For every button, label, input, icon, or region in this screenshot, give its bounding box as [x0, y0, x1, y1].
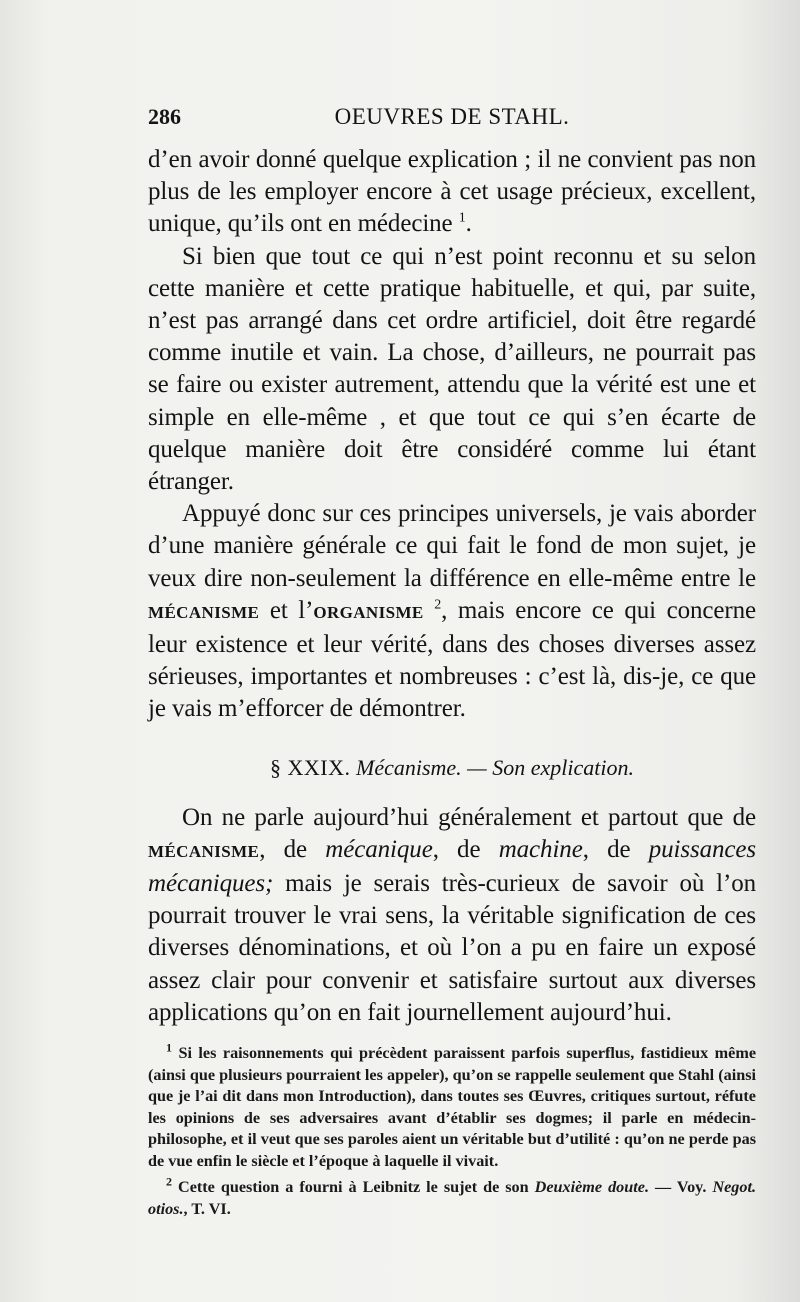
paragraph-text: d’en avoir donné quelque explication ; il ne convient pas non plus de les employer encore à cet usage précieux, excellent, unique, qu’ils ont en médecine	[148, 146, 756, 238]
footnote-text: — Voy.	[655, 1178, 707, 1197]
footnote-text: Cette question a fourni à Leibnitz le sujet de son	[178, 1178, 529, 1197]
paragraph-text: , mais encore ce qui concerne leur existence et leur vérité, dans des choses diverses assez sérieuses, importantes et nombreuses : c’est là, dis-je, ce que je vais m’efforcer de démontrer.	[148, 596, 756, 723]
footnote-2	[148, 1174, 757, 1220]
paragraph-text: , de	[432, 835, 481, 863]
footnotes	[148, 1040, 757, 1220]
paragraph-text: .	[465, 210, 472, 238]
paragraph-text: , de	[259, 835, 308, 863]
paragraph-text: On ne parle aujourd’hui généralement et partout que de	[182, 803, 756, 831]
paragraph-text: Appuyé donc sur ces principes universels, je vais aborder d’une manière générale ce qui fait le fond de mon sujet, je veux dire non-seulement la différence en elle-même entre le	[148, 500, 756, 592]
footnote-italic-reference: Negot. otios.	[148, 1178, 757, 1218]
footnote-text: Si les raisonnements qui précèdent paraissent parfois superflus, fastidieux même (ainsi que plusieurs pourraient les appeler), qu’on se rappelle seulement que Stahl (ainsi que je l’ai dit dans mon Introduction), dans toutes ses Œuvres, critiques surtout, réfute les opinions de ses adversaires avant d’établir ses dogmes; il parle en médecin-philosophe, et il veut que ses paroles aient un véritable but d’utilité : qu’on ne perde pas de vue enfin le siècle et l’époque à laquelle il vivait.	[148, 1044, 757, 1170]
small-caps-term: ORGANISME	[313, 602, 424, 622]
paragraph-appuye	[148, 498, 756, 725]
section-heading	[148, 754, 756, 782]
paragraph-on-ne-parle	[148, 802, 756, 1029]
section-number: § XXIX.	[270, 754, 351, 780]
paragraph-text: et l’	[269, 596, 314, 624]
page-number: 286	[148, 104, 181, 129]
footnote-reference[interactable]: 1	[458, 211, 466, 227]
footnote-number: 2	[166, 1174, 172, 1189]
paragraph-text: mais je serais très-curieux de savoir où l’on pourrait trouver le vrai sens, la véritable signification de ces diverses dénominations, et où l’on a pu en faire un exposé assez clair pour convenir et satisfaire surtout aux diverses applications qu’on en fait journellement aujourd’hui.	[148, 870, 757, 1026]
section-title: Mécanisme. — Son explication.	[356, 754, 634, 780]
paragraph-continuation	[148, 144, 756, 241]
footnote-reference[interactable]: 2	[434, 597, 442, 613]
small-caps-term: MÉCANISME	[148, 602, 260, 622]
text-block	[148, 100, 756, 1220]
small-caps-term: MÉCANISME	[148, 841, 260, 861]
italic-term: puissances mécaniques;	[148, 835, 757, 898]
footnote-italic-title: Deuxième doute.	[534, 1178, 649, 1197]
running-title: OEUVRES DE STAHL.	[334, 104, 570, 129]
italic-term: mécanique	[325, 835, 433, 863]
footnote-1	[148, 1040, 757, 1172]
footnote-text: , T. VI.	[183, 1199, 231, 1218]
paragraph-text: , de	[582, 835, 631, 863]
italic-term: machine	[498, 835, 583, 863]
footnote-number: 1	[166, 1040, 172, 1055]
paragraph-si-bien: Si bien que tout ce qui n’est point reconnu et su selon cette manière et cette pratique habituelle, et qui, par suite, n’est pas arrangé dans cet ordre artificiel, doit être regardé comme inutile et vain. La chose, d’ailleurs, ne pourrait pas se faire ou exister autrement, attendu que la vérité est une et simple en elle-même , et que tout ce qui s’en écarte de quelque manière doit être considéré comme lui étant étranger.	[148, 242, 756, 496]
running-head	[148, 100, 756, 134]
